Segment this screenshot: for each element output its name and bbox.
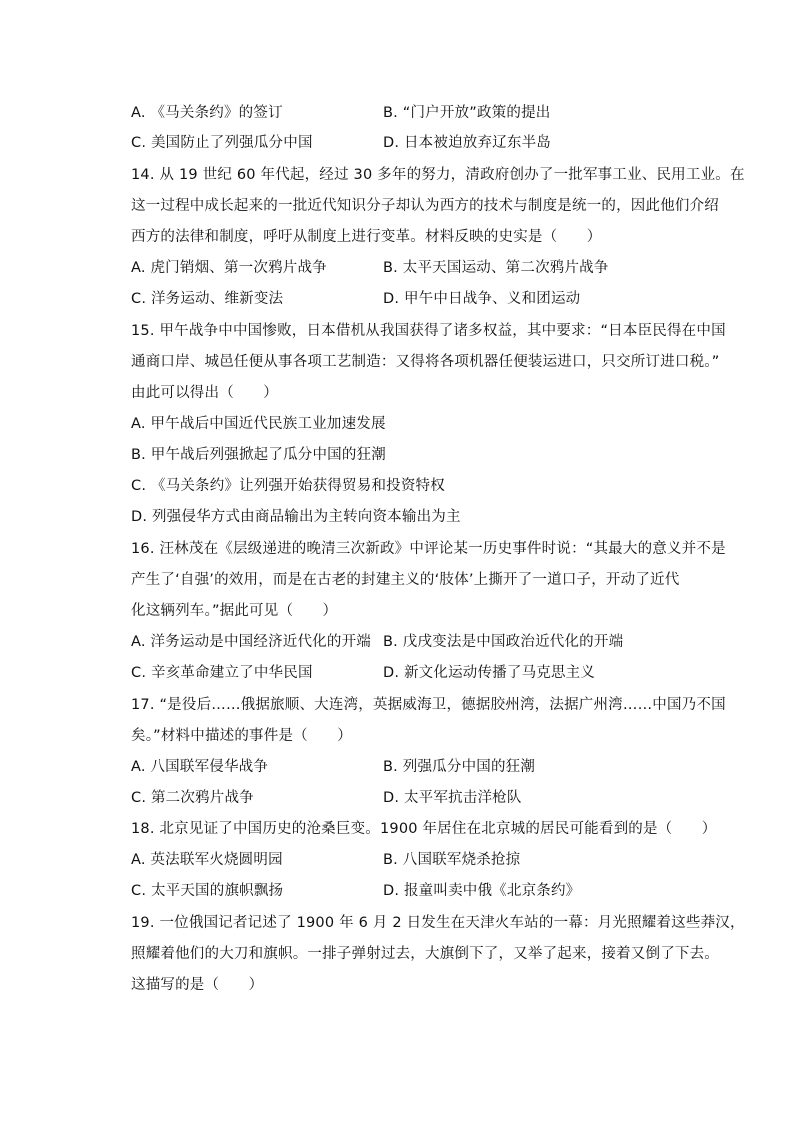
q13-option-d[interactable]: D. 日本被迫放弃辽东半岛 [383,135,551,151]
q18-option-b[interactable]: B. 八国联军烧杀抢掠 [383,852,521,868]
q15-stem-line-3: 由此可以得出（ ） [131,385,278,401]
q16-option-d[interactable]: D. 新文化运动传播了马克思主义 [383,665,596,681]
q17-option-a[interactable]: A. 八国联军侵华战争 [131,759,269,775]
q14-option-c[interactable]: C. 洋务运动、维新变法 [131,291,284,307]
q16-stem-line-2: 产生了‘自强’的效用，而是在古老的封建主义的‘肢体’上撕开了一道口子，开动了近代 [131,572,680,588]
q18-option-c[interactable]: C. 太平天国的旗帜飘扬 [131,883,284,899]
q19-stem-line-3: 这描写的是（ ） [131,977,264,993]
q19-stem-line-2: 照耀着他们的大刀和旗帜。一排子弹射过去，大旗倒下了，又举了起来，接着又倒了下去。 [131,946,719,962]
q14-stem-line-3: 西方的法律和制度，呼吁从制度上进行变革。材料反映的史实是（ ） [131,229,602,245]
q15-option-b[interactable]: B. 甲午战后列强掀起了瓜分中国的狂潮 [131,447,386,463]
q18-stem-line-1: 18. 北京见证了中国历史的沧桑巨变。1900 年居住在北京城的居民可能看到的是（ ） [131,821,717,837]
q15-option-d[interactable]: D. 列强侵华方式由商品输出为主转向资本输出为主 [131,509,461,525]
q16-stem-line-3: 化这辆列车。”据此可见（ ） [131,603,338,619]
q14-option-b[interactable]: B. 太平天国运动、第二次鸦片战争 [383,260,609,276]
q14-stem-line-1: 14. 从 19 世纪 60 年代起，经过 30 多年的努力，清政府创办了一批军事工业、民用工业。在 [131,167,745,183]
q16-stem-line-1: 16. 汪林茂在《层级递进的晚清三次新政》中评论某一历史事件时说：“其最大的意义并不是 [131,541,726,557]
q16-option-c[interactable]: C. 辛亥革命建立了中华民国 [131,665,313,681]
q17-stem-line-2: 矣。”材料中描述的事件是（ ） [131,728,352,744]
q15-option-a[interactable]: A. 甲午战后中国近代民族工业加速发展 [131,416,386,432]
q17-option-c[interactable]: C. 第二次鸦片战争 [131,790,254,806]
q15-stem-line-2: 通商口岸、城邑任便从事各项工艺制造：又得将各项机器任便装运进口，只交所订进口税。” [131,354,720,370]
q14-option-d[interactable]: D. 甲午中日战争、义和团运动 [383,291,581,307]
q16-option-b[interactable]: B. 戊戌变法是中国政治近代化的开端 [383,634,624,650]
q18-option-d[interactable]: D. 报童叫卖中俄《北京条约》 [383,883,581,899]
q18-option-a[interactable]: A. 英法联军火烧圆明园 [131,852,283,868]
q15-stem-line-1: 15. 甲午战争中中国惨败，日本借机从我国获得了诸多权益，其中要求：“日本臣民得在中国 [131,323,726,339]
q13-option-a[interactable]: A. 《马关条约》的签订 [131,105,283,121]
q15-option-c[interactable]: C. 《马关条约》让列强开始获得贸易和投资特权 [131,478,445,494]
q14-option-a[interactable]: A. 虎门销烟、第一次鸦片战争 [131,260,327,276]
q17-option-d[interactable]: D. 太平军抗击洋枪队 [383,790,522,806]
q17-option-b[interactable]: B. 列强瓜分中国的狂潮 [383,759,536,775]
q16-option-a[interactable]: A. 洋务运动是中国经济近代化的开端 [131,634,371,650]
q13-option-b[interactable]: B. “门户开放”政策的提出 [383,105,551,121]
q14-stem-line-2: 这一过程中成长起来的一批近代知识分子却认为西方的技术与制度是统一的，因此他们介绍 [131,198,719,214]
q13-option-c[interactable]: C. 美国防止了列强瓜分中国 [131,135,313,151]
q17-stem-line-1: 17. “是役后……俄据旅顺、大连湾，英据威海卫，德据胶州湾，法据广州湾……中国乃不国 [131,697,726,713]
q19-stem-line-1: 19. 一位俄国记者记述了 1900 年 6 月 2 日发生在天津火车站的一幕：月光照耀着这些莽汉， [131,915,745,931]
